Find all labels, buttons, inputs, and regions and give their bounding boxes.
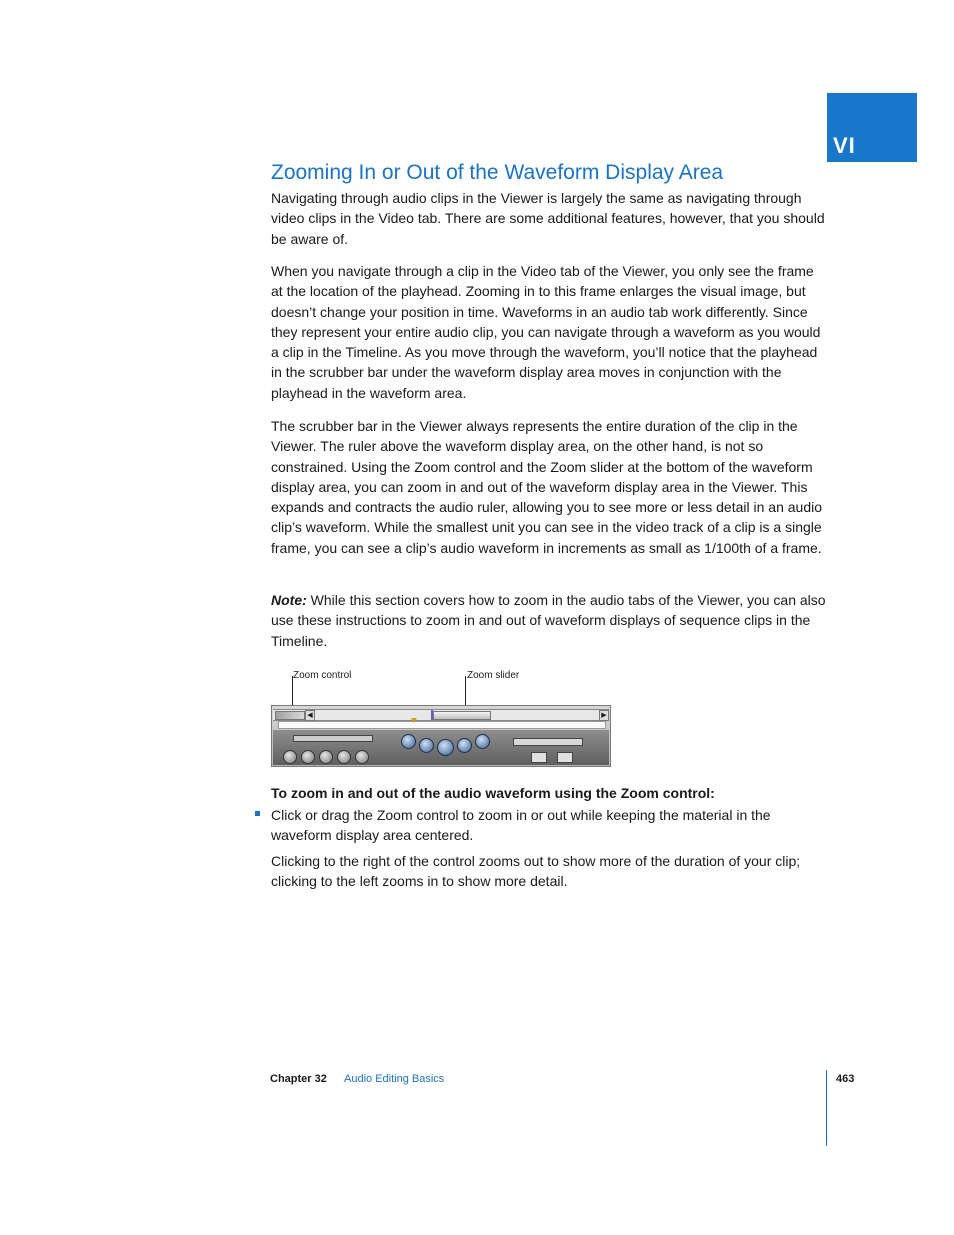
footer-chapter: Chapter 32 (270, 1073, 327, 1085)
match-frame-icon[interactable] (283, 750, 297, 764)
mark-clip-icon[interactable] (301, 750, 315, 764)
go-to-next-edit-icon[interactable] (457, 738, 472, 753)
overwrite-icon[interactable] (557, 752, 573, 763)
go-to-previous-edit-icon[interactable] (419, 738, 434, 753)
insert-icon[interactable] (531, 752, 547, 763)
scroll-right-arrow-icon[interactable]: ▶ (599, 710, 609, 721)
add-marker-icon[interactable] (337, 750, 351, 764)
footer-divider (826, 1070, 827, 1146)
zoom-scrollbar (273, 709, 609, 721)
bullet-icon (255, 811, 260, 816)
paragraph-intro: Navigating through audio clips in the Viewer is largely the same as navigating through video clips in the Video tab. There are some additional features, however, that you should be aware of. (271, 190, 825, 247)
paragraph-video-tab: When you navigate through a clip in the Video tab of the Viewer, you only see the frame at the location of the playhead. Zooming in to this frame enlarges the visual image, but doesn’t change your position in time. Waveforms in an audio tab work differently. Since they represent your entire audio clip, you can navigate through a waveform as you would a clip in the Timeline. As you move through the waveform, you’ll notice that the playhead in the scrubber bar under the waveform display area moves in conjunction with the playhead in the waveform area. (271, 263, 821, 401)
callout-zoom-slider: Zoom slider (467, 670, 520, 681)
callout-zoom-control: Zoom control (293, 670, 352, 681)
play-around-icon[interactable] (475, 734, 490, 749)
procedure-step: Click or drag the Zoom control to zoom in or out while keeping the material in the waveform display area centered. (271, 807, 771, 844)
note-text: While this section covers how to zoom in the audio tabs of the Viewer, you can also use these instructions to zoom in and out of waveform displays of sequence clips in the Timeline. (271, 592, 826, 649)
viewer-controls-figure (271, 705, 611, 767)
add-keyframe-icon[interactable] (319, 750, 333, 764)
footer-chapter-title: Audio Editing Basics (344, 1073, 445, 1085)
mark-in-icon[interactable] (355, 750, 369, 764)
transport-controls (273, 730, 609, 765)
part-tab (827, 93, 917, 162)
play-icon[interactable] (437, 739, 454, 756)
scroll-left-arrow-icon[interactable]: ◀ (305, 710, 315, 721)
playhead-icon[interactable] (411, 718, 417, 723)
note-label: Note: (271, 592, 307, 608)
jog-control[interactable] (293, 735, 373, 742)
procedure-detail: Clicking to the right of the control zooms out to show more of the duration of your clip; clicking to the left zooms in to show more detail. (271, 853, 801, 890)
play-in-to-out-icon[interactable] (401, 734, 416, 749)
procedure-title: To zoom in and out of the audio waveform using the Zoom control: (271, 785, 715, 801)
zoom-control[interactable] (275, 711, 305, 720)
note-paragraph (271, 590, 827, 651)
scrubber-bar[interactable] (278, 721, 606, 729)
page-number: 463 (836, 1073, 855, 1085)
section-heading: Zooming In or Out of the Waveform Display Area (271, 161, 724, 184)
zoom-slider[interactable] (433, 711, 491, 720)
part-tab-label: VI (833, 133, 856, 158)
paragraph-scrubber: The scrubber bar in the Viewer always represents the entire duration of the clip in the Viewer. The ruler above the waveform display area, on the other hand, is not so constrained. Using the Zoom control and the Zoom slider at the bottom of the waveform display area, you can zoom in and out of the waveform display area in the Viewer. This expands and contracts the audio ruler, allowing you to see more or less detail in an audio clip’s waveform. While the smallest unit you can see in the video track of a clip is a single frame, you can see a clip’s audio waveform in increments as small as 1/100th of a frame. (271, 418, 823, 556)
shuttle-control[interactable] (513, 738, 583, 746)
